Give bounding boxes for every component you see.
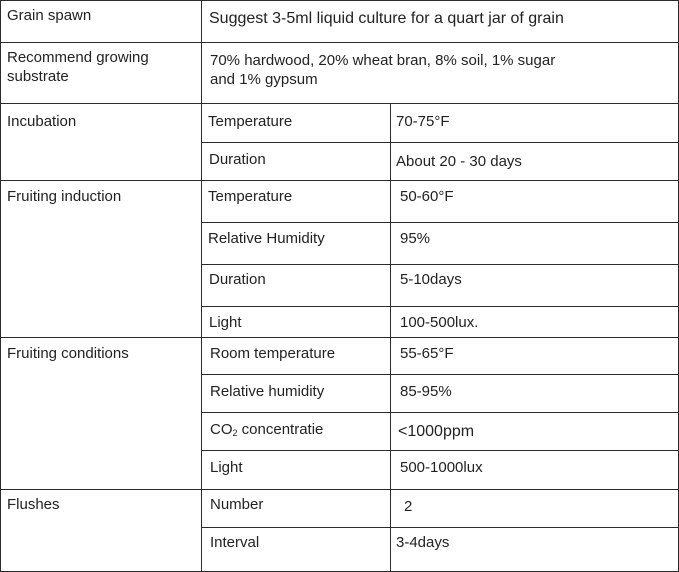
row-label-substrate-line1: Recommend growing xyxy=(7,49,149,66)
row-label-incubation: Incubation xyxy=(7,113,77,130)
row-divider xyxy=(0,337,679,338)
row-divider xyxy=(0,42,679,43)
param-label: Relative humidity xyxy=(210,383,325,400)
param-value: 100-500lux. xyxy=(400,314,479,331)
column-divider xyxy=(201,0,202,572)
param-value: <1000ppm xyxy=(398,423,475,440)
param-label: Temperature xyxy=(208,188,293,205)
row-label-flushes: Flushes xyxy=(7,496,60,513)
param-value: 3-4days xyxy=(396,534,450,551)
param-value: 85-95% xyxy=(400,383,452,400)
row-label-fruiting-conditions: Fruiting conditions xyxy=(7,345,129,362)
param-label: Light xyxy=(210,459,243,476)
row-divider xyxy=(0,489,679,490)
table-border-left xyxy=(0,0,1,572)
param-value: 2 xyxy=(404,498,413,515)
grain-spawn-value: Suggest 3-5ml liquid culture for a quart jar of grain xyxy=(209,10,564,27)
param-value: 50-60°F xyxy=(400,188,454,205)
param-value: 95% xyxy=(400,230,431,247)
row-label-substrate-line2: substrate xyxy=(7,68,69,85)
column-divider xyxy=(390,103,391,572)
co2-prefix: CO xyxy=(210,421,233,438)
subrow-divider xyxy=(201,527,679,528)
param-label: Number xyxy=(210,496,264,513)
param-value: 55-65°F xyxy=(400,345,454,362)
param-label: Interval xyxy=(210,534,260,551)
param-value: About 20 - 30 days xyxy=(396,153,522,170)
subrow-divider xyxy=(201,222,679,223)
substrate-value-line1: 70% hardwood, 20% wheat bran, 8% soil, 1% sugar xyxy=(210,52,556,69)
co2-subscript: 2 xyxy=(232,428,238,438)
param-label: Duration xyxy=(209,151,266,168)
subrow-divider xyxy=(201,306,679,307)
param-label: Temperature xyxy=(208,113,293,130)
co2-suffix: concentratie xyxy=(237,421,324,438)
param-label-co2 xyxy=(210,420,323,440)
subrow-divider xyxy=(201,412,679,413)
param-value: 70-75°F xyxy=(396,113,450,130)
param-label: Room temperature xyxy=(210,345,336,362)
param-label: Light xyxy=(209,314,242,331)
row-label-grain-spawn: Grain spawn xyxy=(7,7,92,24)
param-value: 5-10days xyxy=(400,271,462,288)
subrow-divider xyxy=(201,264,679,265)
subrow-divider xyxy=(201,450,679,451)
param-value: 500-1000lux xyxy=(400,459,483,476)
param-label: Relative Humidity xyxy=(208,230,325,247)
row-label-fruiting-induction: Fruiting induction xyxy=(7,188,122,205)
row-divider xyxy=(0,180,679,181)
row-divider xyxy=(0,103,679,104)
substrate-value-line2: and 1% gypsum xyxy=(210,71,318,88)
table-border-top xyxy=(0,0,679,1)
param-label: Duration xyxy=(209,271,266,288)
subrow-divider xyxy=(201,142,679,143)
subrow-divider xyxy=(201,374,679,375)
